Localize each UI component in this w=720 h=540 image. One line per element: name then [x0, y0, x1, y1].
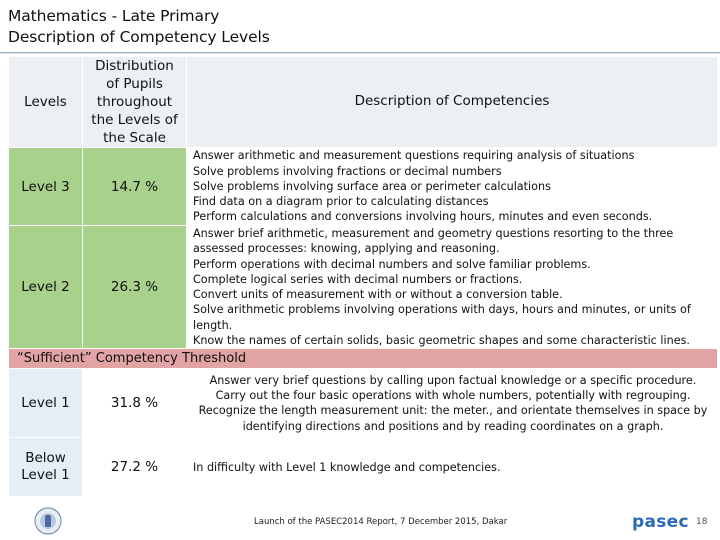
header-distribution-line: of Pupils [106, 76, 163, 92]
description-line: Perform operations with decimal numbers and solve familiar problems. [193, 257, 591, 271]
level-3-description [187, 148, 718, 226]
title-line-2: Description of Competency Levels [8, 28, 270, 46]
threshold-label: “Sufficient” Competency Threshold [9, 349, 718, 369]
table-row-level-3 [9, 148, 718, 226]
header-distribution-line: Distribution [95, 58, 174, 74]
description-line: Solve problems involving surface area or perimeter calculations [193, 179, 551, 193]
header-distribution-line: throughout [96, 94, 173, 110]
description-line: length. [193, 318, 233, 332]
ministry-seal-logo [33, 506, 63, 536]
level-3-pct: 14.7 % [83, 148, 187, 226]
below-level-1-pct: 27.2 % [83, 438, 187, 497]
description-line: Complete logical series with decimal numbers or fractions. [193, 272, 523, 286]
table-header-row [9, 57, 718, 148]
description-line: Know the names of certain solids, basic geometric shapes and some characteristic lines. [193, 334, 690, 348]
pasec-logo [632, 512, 689, 532]
below-level-1-description: In difficulty with Level 1 knowledge and competencies. [187, 438, 718, 497]
level-2-pct: 26.3 % [83, 226, 187, 349]
title-line-1: Mathematics - Late Primary [8, 7, 220, 25]
description-line: Solve arithmetic problems involving operations with days, hours and minutes, or units of [193, 303, 691, 317]
below-level-1-label [9, 438, 83, 497]
description-line: Perform calculations and conversions involving hours, minutes and even seconds. [193, 210, 653, 224]
header-description: Description of Competencies [187, 57, 718, 148]
below-label-line: Below [25, 450, 66, 467]
description-line: Recognize the length measurement unit: the meter., and orientate themselves in space by [198, 404, 708, 418]
table-row-level-2 [9, 226, 718, 349]
below-label-line: Level 1 [21, 467, 70, 484]
description-line: Answer very brief questions by calling upon factual knowledge or a specific procedure. [209, 373, 697, 387]
competency-table [8, 56, 718, 497]
level-1-description [187, 369, 718, 438]
description-line: Find data on a diagram prior to calculating distances [193, 195, 489, 209]
slide-title [8, 6, 270, 48]
title-divider-shadow [0, 53, 720, 54]
header-distribution [83, 57, 187, 148]
page-number: 18 [696, 517, 708, 527]
header-distribution-line: the Levels of [91, 112, 178, 128]
description-line: assessed processes: knowing, applying and reasoning. [193, 242, 500, 256]
level-2-label: Level 2 [9, 226, 83, 349]
level-3-label: Level 3 [9, 148, 83, 226]
header-levels: Levels [9, 57, 83, 148]
description-line: Answer arithmetic and measurement questions requiring analysis of situations [193, 149, 635, 163]
level-1-pct: 31.8 % [83, 369, 187, 438]
level-1-label: Level 1 [9, 369, 83, 438]
footer-caption: Launch of the PASEC2014 Report, 7 December 2015, Dakar [254, 517, 508, 527]
description-line: Solve problems involving fractions or decimal numbers [193, 164, 502, 178]
description-line: Answer brief arithmetic, measurement and geometry questions resorting to the three [193, 227, 674, 240]
table-row-below-level-1 [9, 438, 718, 497]
table-row-level-1 [9, 369, 718, 438]
pasec-logo-text: pasec [632, 512, 689, 532]
header-distribution-line: the Scale [103, 130, 166, 146]
description-line: Convert units of measurement with or without a conversion table. [193, 288, 563, 302]
description-line: identifying directions and positions and by reading coordinates on a graph. [242, 419, 664, 433]
threshold-row [9, 349, 718, 369]
level-2-description [187, 226, 718, 349]
description-line: Carry out the four basic operations with whole numbers, potentially with regrouping. [215, 389, 691, 403]
